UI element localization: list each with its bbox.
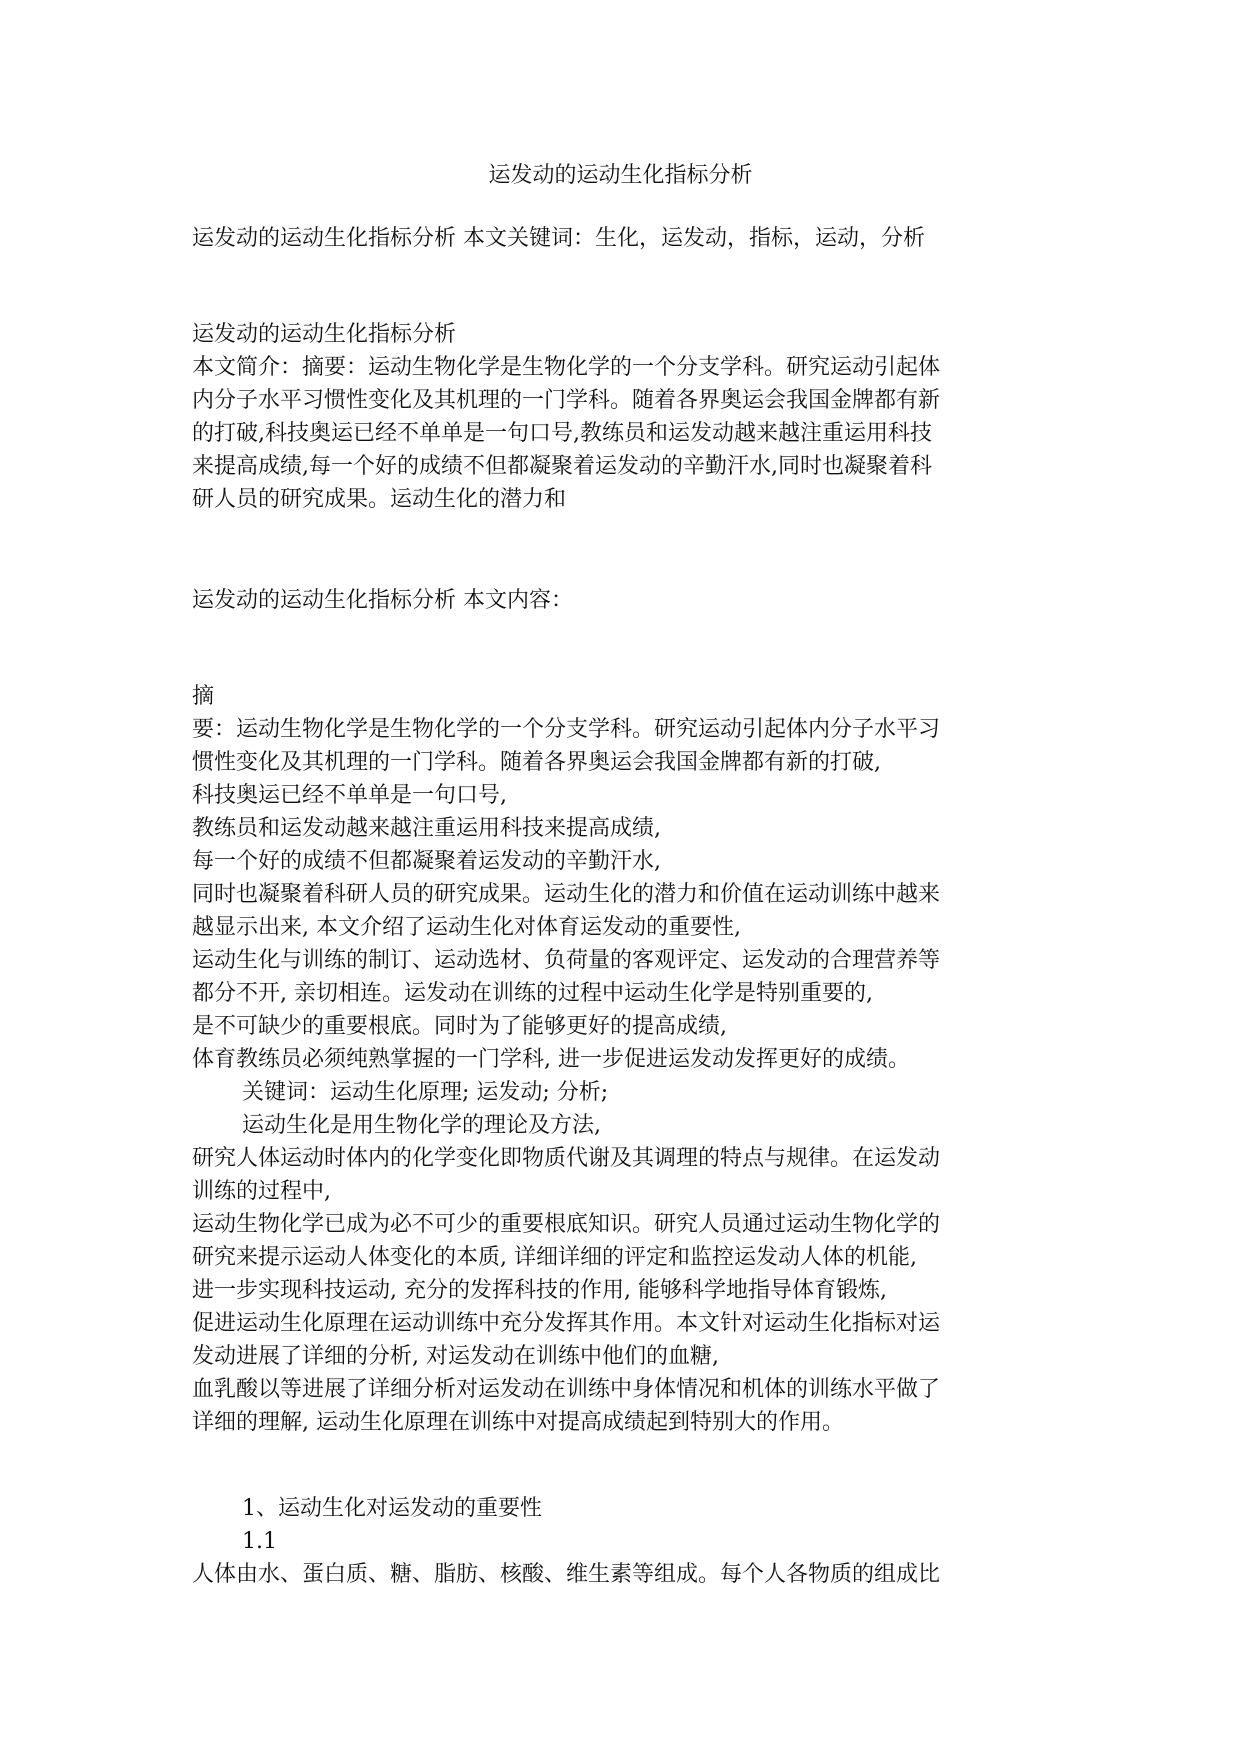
document-title: 运发动的运动生化指标分析 (488, 163, 753, 188)
intro-line: 研人员的研究成果。运动生化的潜力和 (192, 487, 567, 512)
section-1 (192, 1492, 1052, 1591)
paragraph-line: 研究人体运动时体内的化学变化即物质代谢及其调理的特点与规律。在运发动 (192, 1146, 941, 1171)
abstract-line: 科技奥运已经不单单是一句口号, (192, 783, 507, 808)
paragraph-line: 发动进展了详细的分析, 对运发动在训练中他们的血糖, (192, 1344, 719, 1369)
keywords-text: 运发动的运动生化指标分析 本文关键词：生化，运发动，指标，运动，分析 (192, 226, 925, 251)
paragraph-first-line: 运动生化是用生物化学的理论及方法, (242, 1113, 601, 1138)
intro-line: 来提高成绩,每一个好的成绩不但都凝聚着运发动的辛勤汗水,同时也凝聚着科 (192, 454, 932, 479)
abstract-line: 惯性变化及其机理的一门学科。随着各界奥运会我国金牌都有新的打破, (192, 750, 881, 775)
subsection-number: 1.1 (242, 1529, 277, 1554)
content-heading-block (192, 584, 1052, 617)
paragraph-line: 运动生物化学已成为必不可少的重要根底知识。研究人员通过运动生物化学的 (192, 1212, 941, 1237)
intro-section (192, 318, 1052, 516)
paragraph-line: 进一步实现科技运动, 充分的发挥科技的作用, 能够科学地指导体育锻炼, (192, 1278, 887, 1303)
abstract-line: 每一个好的成绩不但都凝聚着运发动的辛勤汗水, (192, 849, 661, 874)
intro-line: 的打破,科技奥运已经不单单是一句口号,教练员和运发动越来越注重运用科技 (192, 421, 932, 446)
intro-line: 内分子水平习惯性变化及其机理的一门学科。随着各界奥运会我国金牌都有新 (192, 388, 941, 413)
paragraph-line: 详细的理解, 运动生化原理在训练中对提高成绩起到特别大的作用。 (192, 1410, 844, 1435)
keywords-cn: 关键词：运动生化原理; 运发动; 分析; (242, 1080, 609, 1105)
abstract-section (192, 680, 1052, 1439)
paragraph-line: 研究来提示运动人体变化的本质, 详细详细的评定和监控运发动人体的机能, (192, 1245, 917, 1270)
abstract-line: 教练员和运发动越来越注重运用科技来提高成绩, (192, 816, 661, 841)
abstract-line: 运动生化与训练的制订、运动选材、负荷量的客观评定、运发动的合理营养等 (192, 948, 941, 973)
abstract-line: 越显示出来, 本文介绍了运动生化对体育运发动的重要性, (192, 915, 741, 940)
keywords-line (192, 222, 1052, 255)
paragraph-line: 促进运动生化原理在运动训练中充分发挥其作用。本文针对运动生化指标对运 (192, 1311, 941, 1336)
abstract-line: 同时也凝聚着科研人员的研究成果。运动生化的潜力和价值在运动训练中越来 (192, 882, 941, 907)
paragraph-line: 训练的过程中, (192, 1179, 331, 1204)
abstract-line: 摘 (192, 684, 215, 709)
content-heading: 运发动的运动生化指标分析 本文内容： (192, 588, 573, 613)
section-heading: 1、运动生化对运发动的重要性 (242, 1496, 542, 1521)
paragraph-line: 人体由水、蛋白质、糖、脂肪、核酸、维生素等组成。每个人各物质的组成比 (192, 1562, 941, 1587)
paragraph-line: 血乳酸以等进展了详细分析对运发动在训练中身体情况和机体的训练水平做了 (192, 1377, 941, 1402)
intro-line: 本文简介：摘要：运动生物化学是生物化学的一个分支学科。研究运动引起体 (192, 355, 941, 380)
abstract-line: 体育教练员必须纯熟掌握的一门学科, 进一步促进运发动发挥更好的成绩。 (192, 1047, 910, 1072)
abstract-line: 要：运动生物化学是生物化学的一个分支学科。研究运动引起体内分子水平习 (192, 717, 941, 742)
intro-heading: 运发动的运动生化指标分析 (192, 322, 457, 347)
abstract-line: 是不可缺少的重要根底。同时为了能够更好的提高成绩, (192, 1014, 727, 1039)
abstract-line: 都分不开, 亲切相连。运发动在训练的过程中运动生化学是特别重要的, (192, 981, 873, 1006)
